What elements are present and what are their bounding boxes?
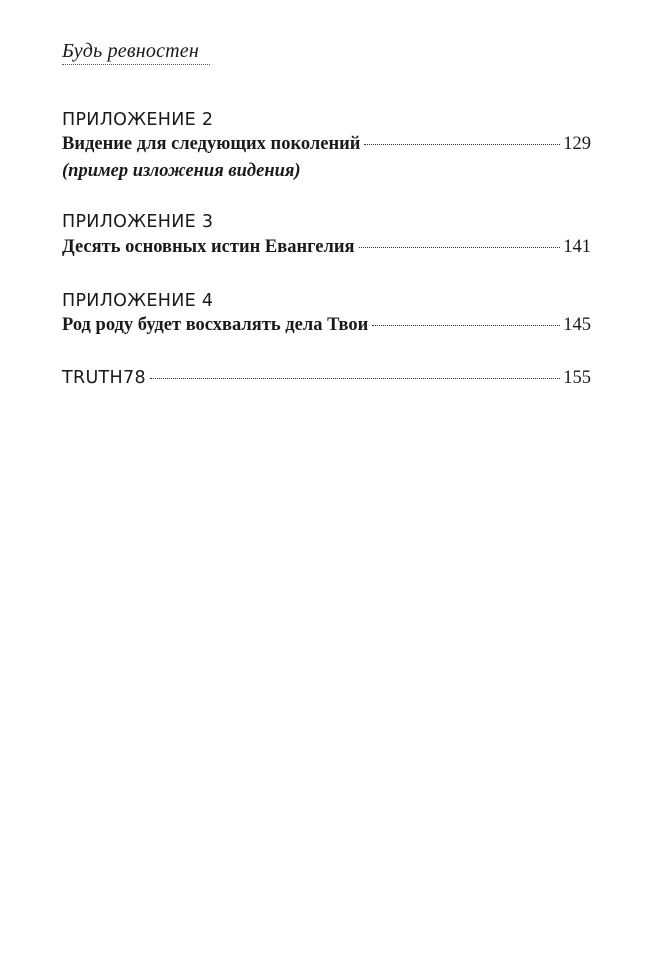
toc-page-number: 141 [563,237,591,257]
dot-leader [150,378,560,379]
dot-leader [364,144,560,145]
dot-leader [359,247,561,248]
appendix-4-heading: ПРИЛОЖЕНИЕ 4 [62,291,214,311]
header-rule [62,64,210,65]
toc-entry-subtitle: (пример изложения видения) [62,161,301,181]
toc-entry-appendix-2[interactable] [62,134,591,155]
toc-entry-title: Род роду будет восхвалять дела Твои [62,315,369,335]
toc-page-number: 129 [563,134,591,154]
toc-entry-appendix-4[interactable] [62,315,591,336]
toc-page-number: 155 [563,368,591,388]
toc-entry-title: Десять основных истин Евангелия [62,237,355,257]
toc-entry-title: Видение для следующих поколений [62,134,361,154]
appendix-3-heading: ПРИЛОЖЕНИЕ 3 [62,212,214,232]
appendix-2-heading: ПРИЛОЖЕНИЕ 2 [62,110,214,130]
toc-entry-title: TRUTH78 [62,368,146,388]
toc-entry-truth78[interactable] [62,368,591,389]
toc-entry-appendix-3[interactable] [62,237,591,258]
dot-leader [372,325,560,326]
running-header: Будь ревностен [62,40,199,62]
toc-page-number: 145 [563,315,591,335]
